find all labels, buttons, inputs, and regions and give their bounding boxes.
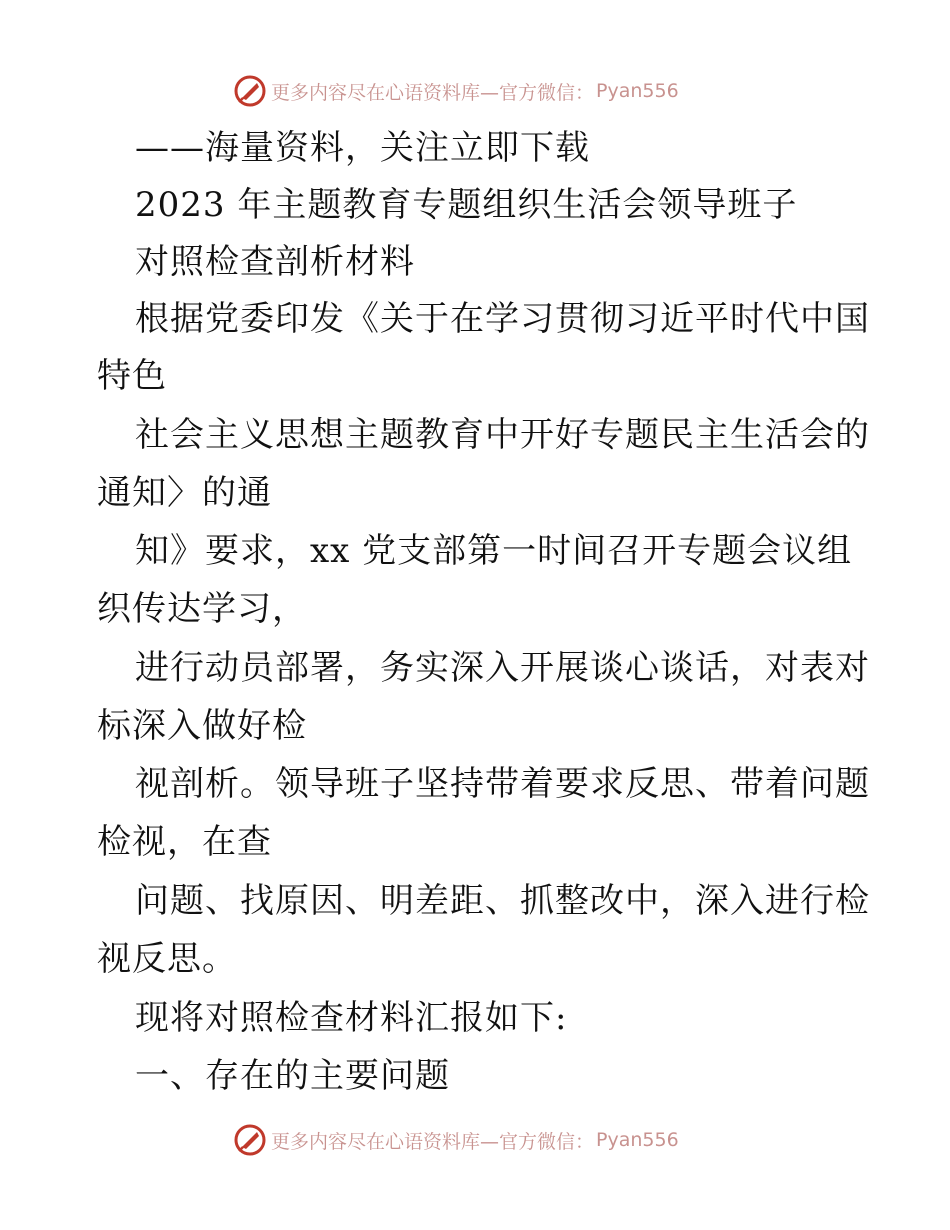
quill-logo-icon <box>233 1123 267 1157</box>
document-line: ——海量资料，关注立即下载 <box>135 128 590 168</box>
document-line: 标深入做好检 <box>97 706 307 746</box>
document-line: 2023 年主题教育专题组织生活会领导班子 <box>135 185 798 225</box>
quill-logo-icon <box>233 74 267 108</box>
watermark-footer <box>233 1122 679 1158</box>
document-line: 知》要求，xx 党支部第一时间召开专题会议组 <box>135 531 853 571</box>
watermark-header <box>233 73 679 109</box>
document-line: 根据党委印发《关于在学习贯彻习近平时代中国 <box>135 299 870 339</box>
document-line: 进行动员部署，务实深入开展谈心谈话，对表对 <box>135 648 870 688</box>
document-line: 社会主义思想主题教育中开好专题民主生活会的 <box>135 415 870 455</box>
document-line: 检视，在查 <box>97 822 272 862</box>
document-line: 现将对照检查材料汇报如下: <box>135 998 568 1038</box>
watermark-text: 更多内容尽在心语资料库—官方微信： <box>271 1130 595 1153</box>
document-line: 特色 <box>97 356 167 396</box>
document-line: 问题、找原因、明差距、抓整改中，深入进行检 <box>135 881 870 921</box>
document-line: 视反思。 <box>97 939 237 979</box>
document-line: 通知〉的通 <box>97 473 272 513</box>
watermark-text: 更多内容尽在心语资料库—官方微信： <box>271 81 595 104</box>
watermark-id: Pyan556 <box>596 1129 679 1151</box>
document-line: 视剖析。领导班子坚持带着要求反思、带着问题 <box>135 764 870 804</box>
document-line: 织传达学习， <box>97 589 307 629</box>
watermark-id: Pyan556 <box>596 80 679 102</box>
document-line: 一、存在的主要问题 <box>135 1056 450 1096</box>
document-line: 对照检查剖析材料 <box>135 242 415 282</box>
